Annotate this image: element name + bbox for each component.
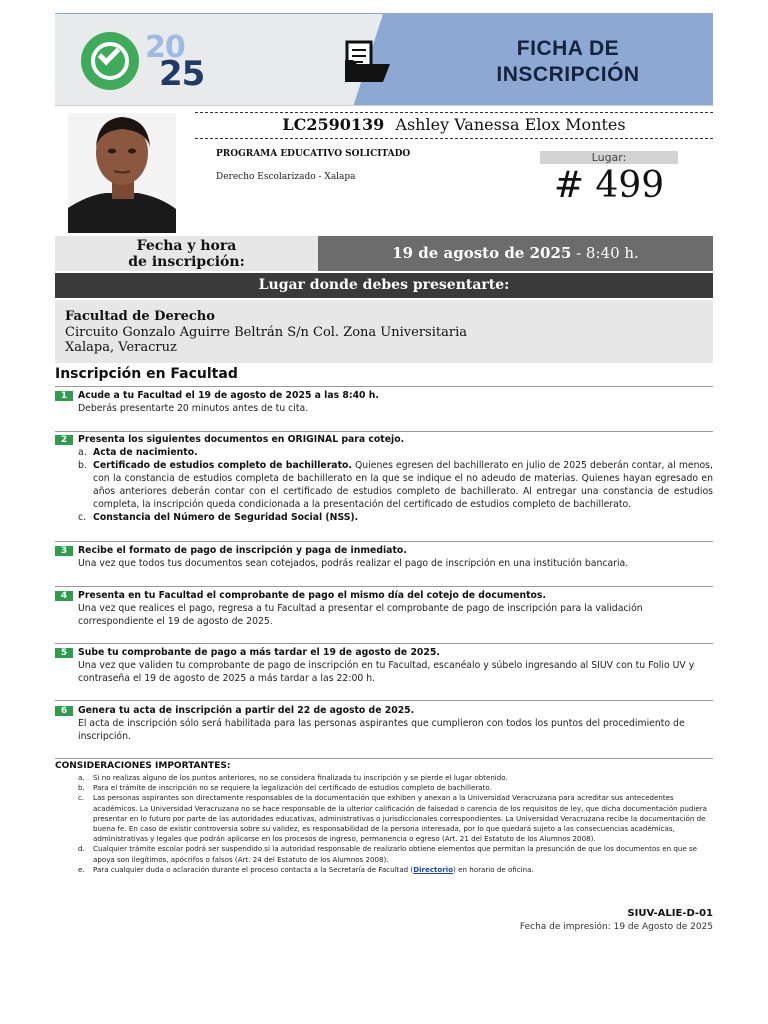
section-rule [55,386,713,387]
place-title-bar: Lugar donde debes presentarte: [55,273,713,298]
step-body: El acta de inscripción sólo será habilitada para las personas aspirantes que cumplieron con todos los puntos del procedimiento de inscripción. [78,718,685,742]
place-number: # 499 [553,165,665,206]
list-item: b. Certificado de estudios completo de bachillerato. Quienes egresen del bachillerato en julio de 2025 deberán contar, al menos, con la constancia de estudios completa de bachillerato en la que se indique el no adeudo de materias. Quienes hayan egresado en años anteriores deberán contar con el certificado de estudios completo de bachillerato. Al entregar una constancia de estudios completa, la inscripción queda condicionada a la presentación del certificado de estudios completo de bachillerato. [78,460,713,510]
faculty-name: Facultad de Derecho [65,309,215,324]
step-number: 4 [55,591,73,601]
dashed-divider-top [195,112,713,113]
applicant-folio: LC2590139 [282,115,385,134]
step-number: 2 [55,435,73,445]
list-item: b. Para el trámite de inscripción no se requiere la legalización del certificado de estudios completo de bachillerato. [78,783,492,793]
logo-year [145,30,215,94]
step-title: Acude a tu Facultad el 19 de agosto de 2025 a las 8:40 h. [78,390,379,401]
step-body: Una vez que todos tus documentos sean cotejados, podrás realizar el pago de inscripción en una institución bancaria. [78,558,629,569]
step-divider [55,586,713,587]
logo-2025 [81,30,211,94]
program-value: Derecho Escolarizado - Xalapa [216,172,356,182]
step-divider [55,700,713,701]
document-code: SIUV-ALIE-D-01 [627,908,713,919]
step-title: Presenta en tu Facultad el comprobante de pago el mismo día del cotejo de documentos. [78,590,546,601]
step-number: 1 [55,391,73,401]
step-divider [55,431,713,432]
registration-date-value [318,236,713,271]
step-title: Recibe el formato de pago de inscripción y paga de inmediato. [78,545,407,556]
logo-year-top: 20 [145,30,185,65]
section-title: Inscripción en Facultad [55,366,238,382]
address-line-2: Xalapa, Veracruz [65,340,177,355]
applicant-name: Ashley Vanessa Elox Montes [395,115,626,134]
step-number: 3 [55,546,73,556]
dashed-divider-bottom [195,138,713,139]
address-line-1: Circuito Gonzalo Aguirre Beltrán S/n Col. Zona Universitaria [65,324,467,340]
header-band [55,13,713,106]
address-box [55,300,713,363]
step-4 [55,589,713,628]
step-divider [55,758,713,759]
step-number: 6 [55,706,73,716]
step-5 [55,646,713,685]
list-item: e. Para cualquier duda o aclaración durante el proceso contacta a la Secretaría de Facultad (Directorio) en horario de oficina. [78,864,534,874]
list-item: a. Si no realizas alguno de los puntos anteriores, no se considera finalizada tu inscripción y se pierde el lugar obtenido. [78,773,508,782]
step-title: Presenta los siguientes documentos en ORIGINAL para cotejo. [78,434,405,445]
considerations-list [78,773,712,875]
logo-check-icon [81,32,139,90]
document-list [55,446,713,524]
registration-date: 19 de agosto de 2025 [392,244,572,262]
step-6 [55,704,713,743]
directory-link[interactable]: Directorio [413,864,454,874]
step-divider [55,541,713,542]
list-item: d. Cualquier trámite escolar podrá ser suspendido si la autoridad responsable de realizarlo obtiene elementos que permitan la presunción de que los documentos en que se apoya son ilegítimos, apócrifos o falsos (Art. 24 del Estatuto de los Alumnos 2008). [78,844,698,864]
folder-document-icon [343,40,393,86]
step-body: Una vez que realices el pago, regresa a tu Facultad a presentar el comprobante de pago de inscripción para la validación correspondiente el 19 de agosto de 2025. [78,603,643,627]
registration-time: - 8:40 h. [571,244,639,262]
list-item: c. Las personas aspirantes son directamente responsables de la documentación que exhiben y anexan a la Universidad Veracruzana para acreditar sus antecedentes académicos. La Universidad Veracruzana no se hace responsable de la ulterior calificación de falsedad o carencia de los requisitos de ley, que dicha documentación pudiera presentar en lo futuro por parte de las autoridades educativas, administrativas o jurisdiccionales correspondientes. La Universidad Veracruzana recibe la documentación de buena fe. En caso de existir controversia sobre su validez, es responsabilidad de la persona interesada, por lo que quedará sujeto a las consecuencias académicas, administrativas y legales que podrán aplicarse en los procesos de ingreso, permanencia o egreso (Art. 21 del Estatuto de los Alumnos 2008). [78,793,708,844]
applicant-photo [68,113,176,233]
page-title: FICHA DE INSCRIPCIÓN [496,37,640,86]
step-divider [55,643,713,644]
list-item: c. Constancia del Número de Seguridad Social (NSS). [78,512,359,523]
step-title: Genera tu acta de inscripción a partir del 22 de agosto de 2025. [78,705,415,716]
step-3 [55,544,713,570]
step-body: Una vez que validen tu comprobante de pago de inscripción en tu Facultad, escanéalo y súbelo ingresando al SIUV con tu Folio UV y contraseña el 19 de agosto de 2025 a más tardar a las 22:00 h. [78,660,695,684]
place-label: Lugar: [540,151,678,164]
step-2 [55,433,713,524]
logo-year-bottom: 25 [159,54,205,94]
step-number: 5 [55,648,73,658]
step-body: Deberás presentarte 20 minutos antes de tu cita. [78,403,309,414]
registration-date-label: Fecha y hora de inscripción: [55,236,318,271]
program-label: PROGRAMA EDUCATIVO SOLICITADO [216,149,411,159]
print-date: Fecha de impresión: 19 de Agosto de 2025 [519,922,713,932]
step-1 [55,389,713,415]
step-title: Sube tu comprobante de pago a más tardar el 19 de agosto de 2025. [78,647,440,658]
applicant-id-line [195,115,713,134]
list-item: a. Acta de nacimiento. [78,447,198,458]
considerations-title: CONSIDERACIONES IMPORTANTES: [55,761,231,771]
